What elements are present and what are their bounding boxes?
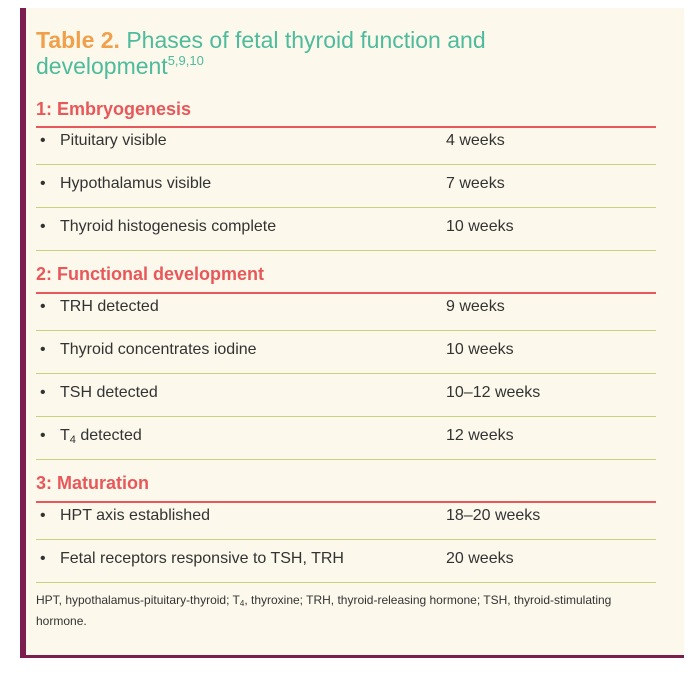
table-title-text: Phases of fetal thyroid function and development — [36, 27, 486, 79]
row-item: Fetal receptors responsive to TSH, TRH — [60, 550, 344, 567]
row-value: 10–12 weeks — [446, 384, 541, 401]
row-item: Thyroid concentrates iodine — [60, 341, 257, 358]
row-value: 20 weeks — [446, 550, 514, 567]
bullet: • — [40, 298, 46, 315]
bullet: • — [40, 384, 46, 401]
row-value: 12 weeks — [446, 427, 514, 444]
row-value: 18–20 weeks — [446, 507, 541, 524]
table-row — [36, 165, 656, 208]
row-item — [60, 427, 142, 445]
table-row — [36, 122, 656, 165]
row-item: TSH detected — [60, 384, 158, 401]
section-heading-maturation: 3: Maturation — [36, 473, 150, 493]
bullet: • — [40, 507, 46, 524]
table-row — [36, 331, 656, 374]
row-value: 9 weeks — [446, 298, 505, 315]
table-row — [36, 540, 656, 583]
section-heading-functional-development: 2: Functional development — [36, 264, 265, 284]
table-row — [36, 417, 656, 460]
bullet: • — [40, 175, 46, 192]
row-value: 10 weeks — [446, 218, 514, 235]
bullet: • — [40, 132, 46, 149]
footnote-part2: , thyroxine; TRH, thyroid-releasing hormone; TSH, thyroid-stimulating hormone. — [36, 593, 612, 628]
table-row — [36, 497, 656, 540]
bullet: • — [40, 550, 46, 567]
row-item-main: T — [60, 427, 70, 444]
row-value: 4 weeks — [446, 132, 505, 149]
row-item-rest: detected — [75, 427, 142, 444]
footnote-subscript: 4 — [239, 599, 245, 608]
table-title-refs: 5,9,10 — [167, 53, 204, 68]
section-heading-embryogenesis: 1: Embryogenesis — [36, 99, 192, 119]
row-item: HPT axis established — [60, 507, 210, 524]
table-label: Table 2. — [36, 27, 120, 53]
bullet: • — [40, 218, 46, 235]
table-title — [36, 27, 596, 79]
footnote-part1: HPT, hypothalamus-pituitary-thyroid; T — [36, 593, 240, 607]
table-row — [36, 374, 656, 417]
row-value: 7 weeks — [446, 175, 505, 192]
row-item: Hypothalamus visible — [60, 175, 212, 192]
row-item: Pituitary visible — [60, 132, 167, 149]
bullet: • — [40, 341, 46, 358]
row-item-subscript: 4 — [69, 434, 76, 446]
table-row — [36, 208, 656, 251]
row-value: 10 weeks — [446, 341, 514, 358]
table-row — [36, 288, 656, 331]
bullet: • — [40, 427, 46, 444]
row-item: TRH detected — [60, 298, 159, 315]
row-item: Thyroid histogenesis complete — [60, 218, 277, 235]
table-footnote — [36, 590, 656, 632]
